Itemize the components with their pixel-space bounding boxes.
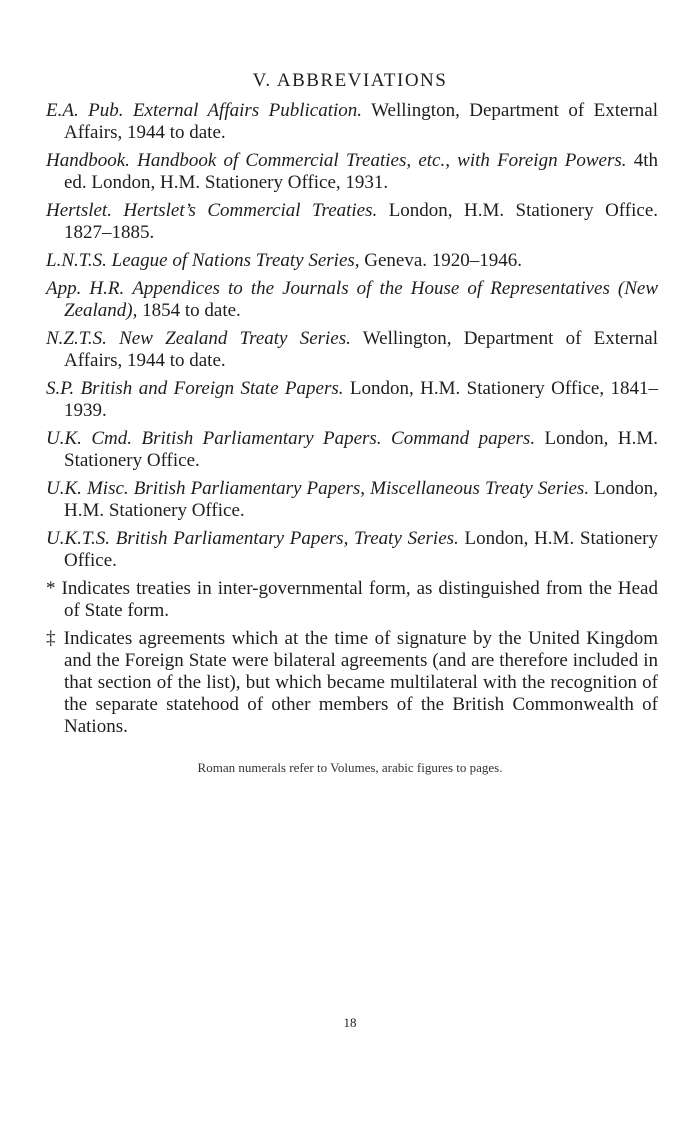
abbreviation-entry xyxy=(46,150,658,194)
abbreviation-entry xyxy=(46,250,658,272)
footnote-text: Indicates treaties in inter-governmental form, as distinguished from the Head of State form. xyxy=(61,578,658,621)
abbreviation-term: U.K. Cmd. xyxy=(46,428,133,449)
abbreviation-title: New Zealand Treaty Series. xyxy=(119,328,351,349)
abbreviation-details: London, H.M. Stationery Office, 1841–1939. xyxy=(64,378,659,421)
abbreviation-term: App. H.R. xyxy=(46,278,125,299)
abbreviation-term: U.K.T.S. xyxy=(46,528,111,549)
abbreviations-list xyxy=(46,100,658,744)
footnote-symbol: * xyxy=(46,578,56,599)
abbreviation-entry xyxy=(46,528,658,572)
abbreviation-details: London, H.M. Stationery Office. 1827–1885. xyxy=(64,200,658,243)
abbreviation-term: Handbook. xyxy=(46,150,130,171)
abbreviation-details: Wellington, Department of External Affairs, 1944 to date. xyxy=(64,328,658,371)
section-heading: V. ABBREVIATIONS xyxy=(252,70,448,91)
abbreviation-entry xyxy=(46,428,658,472)
abbreviation-title: British and Foreign State Papers. xyxy=(80,378,344,399)
footnote-symbol-entry xyxy=(46,578,658,622)
abbreviation-details: London, H.M. Stationery Office. xyxy=(64,478,659,521)
abbreviation-details: 4th ed. London, H.M. Stationery Office, 1931. xyxy=(64,150,659,193)
abbreviation-term: L.N.T.S. xyxy=(46,250,107,271)
footnote-symbol: ‡ xyxy=(46,628,58,649)
numerals-note: Roman numerals refer to Volumes, arabic figures to pages. xyxy=(197,760,503,775)
abbreviation-title: League of Nations Treaty Series, xyxy=(111,250,360,271)
abbreviation-details: 1854 to date. xyxy=(142,300,241,321)
abbreviation-details: London, H.M. Stationery Office. xyxy=(64,428,658,471)
abbreviation-term: N.Z.T.S. xyxy=(46,328,107,349)
abbreviation-entry xyxy=(46,328,658,372)
abbreviation-title: British Parliamentary Papers. Command papers. xyxy=(141,428,536,449)
abbreviation-entry xyxy=(46,100,658,144)
abbreviation-details: London, H.M. Stationery Office. xyxy=(64,528,659,571)
abbreviation-title: External Affairs Publication. xyxy=(132,100,363,121)
abbreviation-term: U.K. Misc. xyxy=(46,478,129,499)
abbreviation-entry xyxy=(46,478,658,522)
abbreviation-title: Handbook of Commercial Treaties, etc., with Foreign Powers. xyxy=(137,150,627,171)
abbreviation-title: British Parliamentary Papers, Treaty Series. xyxy=(115,528,459,549)
page-number: 18 xyxy=(343,1015,357,1030)
abbreviation-entry xyxy=(46,378,658,422)
footnote-symbol-entry xyxy=(46,628,658,738)
footnote-text: Indicates agreements which at the time of signature by the United Kingdom and the Foreign State were bilateral agreements (and are therefore included in that section of the list), but which became multilateral with the recognition of the separate statehood of other members of the British Commonwealth of Nations. xyxy=(63,628,659,737)
abbreviation-details: Geneva. 1920–1946. xyxy=(364,250,523,271)
abbreviation-term: E.A. Pub. xyxy=(46,100,124,121)
abbreviation-title: British Parliamentary Papers, Miscellaneous Treaty Series. xyxy=(133,478,590,499)
abbreviation-entry xyxy=(46,200,658,244)
abbreviation-entry xyxy=(46,278,658,322)
abbreviation-term: Hertslet. xyxy=(46,200,112,221)
abbreviation-details: Wellington, Department of External Affairs, 1944 to date. xyxy=(64,100,658,143)
abbreviation-term: S.P. xyxy=(46,378,75,399)
abbreviation-title: Hertslet’s Commercial Treaties. xyxy=(123,200,378,221)
abbreviation-title: Appendices to the Journals of the House of Representatives (New Zealand), xyxy=(64,278,659,321)
